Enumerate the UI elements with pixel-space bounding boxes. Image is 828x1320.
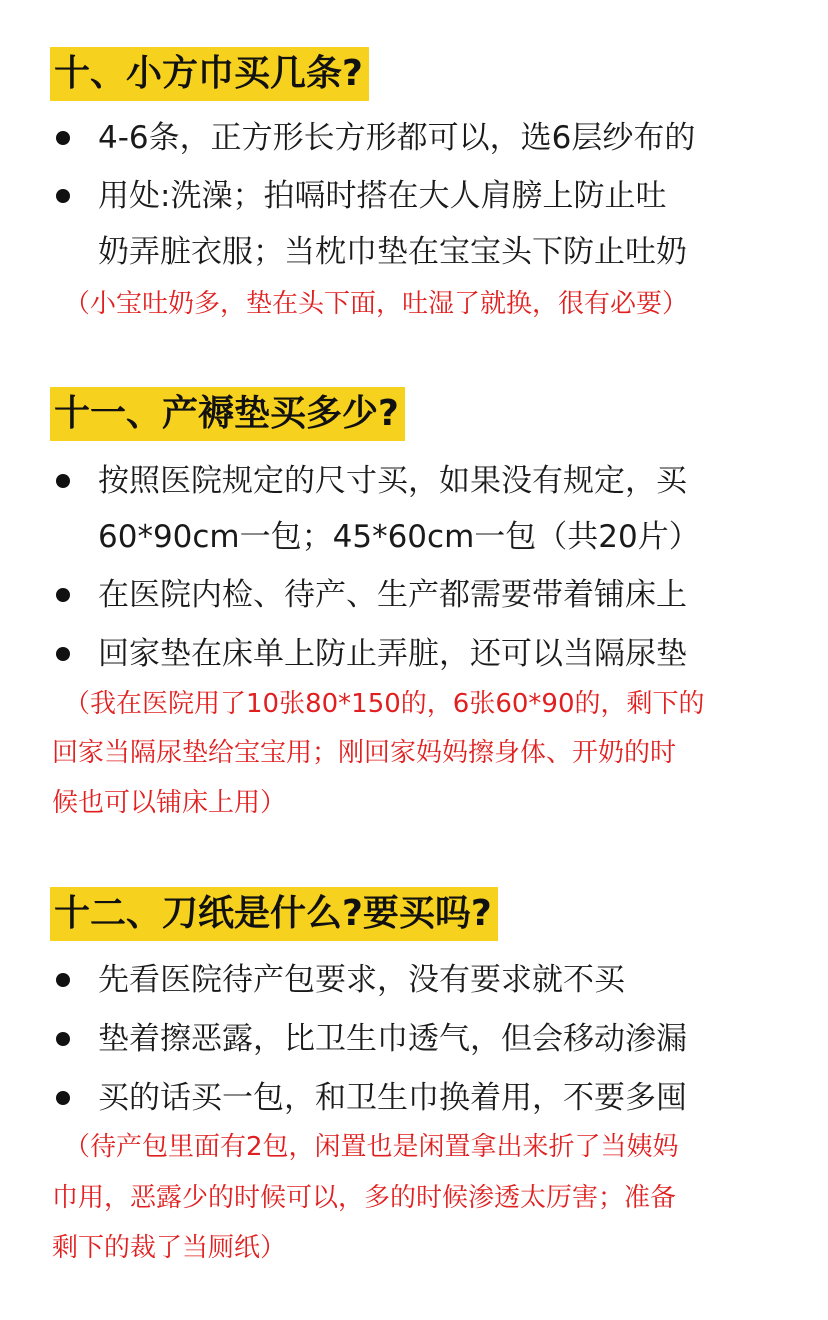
bullet-icon bbox=[56, 647, 70, 661]
bullet-icon bbox=[56, 189, 70, 203]
section-12-item-3-line-1: 买的话买一包，和卫生巾换着用，不要多囤 bbox=[98, 1080, 687, 1116]
section-10-item-2-line-1: 用处:洗澡；拍嗝时搭在大人肩膀上防止吐 bbox=[98, 178, 667, 214]
section-11-item-1-line-2: 60*90cm一包；45*60cm一包（共20片） bbox=[98, 519, 700, 555]
section-10-heading: 十、小方巾买几条? bbox=[50, 47, 369, 101]
section-11-item-3-line-1: 回家垫在床单上防止弄脏，还可以当隔尿垫 bbox=[98, 636, 687, 672]
section-11-note-line-2: 回家当隔尿垫给宝宝用；刚回家妈妈擦身体、开奶的时 bbox=[52, 738, 677, 768]
section-12-note-line-3: 剩下的裁了当厕纸） bbox=[52, 1233, 287, 1263]
bullet-icon bbox=[56, 973, 70, 987]
section-11-item-1-line-1: 按照医院规定的尺寸买，如果没有规定，买 bbox=[98, 463, 687, 499]
section-11-note-line-3: 候也可以铺床上用） bbox=[52, 788, 287, 818]
section-12-item-1-line-1: 先看医院待产包要求，没有要求就不买 bbox=[98, 962, 625, 998]
bullet-icon bbox=[56, 588, 70, 602]
section-12-item-2-line-1: 垫着擦恶露，比卫生巾透气，但会移动渗漏 bbox=[98, 1021, 687, 1057]
bullet-icon bbox=[56, 474, 70, 488]
section-10-item-1-line-1: 4-6条，正方形长方形都可以，选6层纱布的 bbox=[98, 120, 696, 156]
section-12-heading: 十二、刀纸是什么?要买吗? bbox=[50, 887, 498, 941]
section-12-note-line-2: 巾用，恶露少的时候可以，多的时候渗透太厉害；准备 bbox=[52, 1183, 677, 1213]
section-12-note-line-1: （待产包里面有2包，闲置也是闲置拿出来折了当姨妈 bbox=[64, 1132, 679, 1162]
bullet-icon bbox=[56, 1091, 70, 1105]
bullet-icon bbox=[56, 131, 70, 145]
section-11-note-line-1: （我在医院用了10张80*150的，6张60*90的，剩下的 bbox=[64, 689, 705, 719]
bullet-icon bbox=[56, 1032, 70, 1046]
section-11-heading: 十一、产褥垫买多少? bbox=[50, 387, 405, 441]
section-11-item-2-line-1: 在医院内检、待产、生产都需要带着铺床上 bbox=[98, 577, 687, 613]
section-10-note-line-1: （小宝吐奶多，垫在头下面，吐湿了就换，很有必要） bbox=[64, 289, 689, 319]
section-10-item-2-line-2: 奶弄脏衣服；当枕巾垫在宝宝头下防止吐奶 bbox=[98, 234, 687, 270]
